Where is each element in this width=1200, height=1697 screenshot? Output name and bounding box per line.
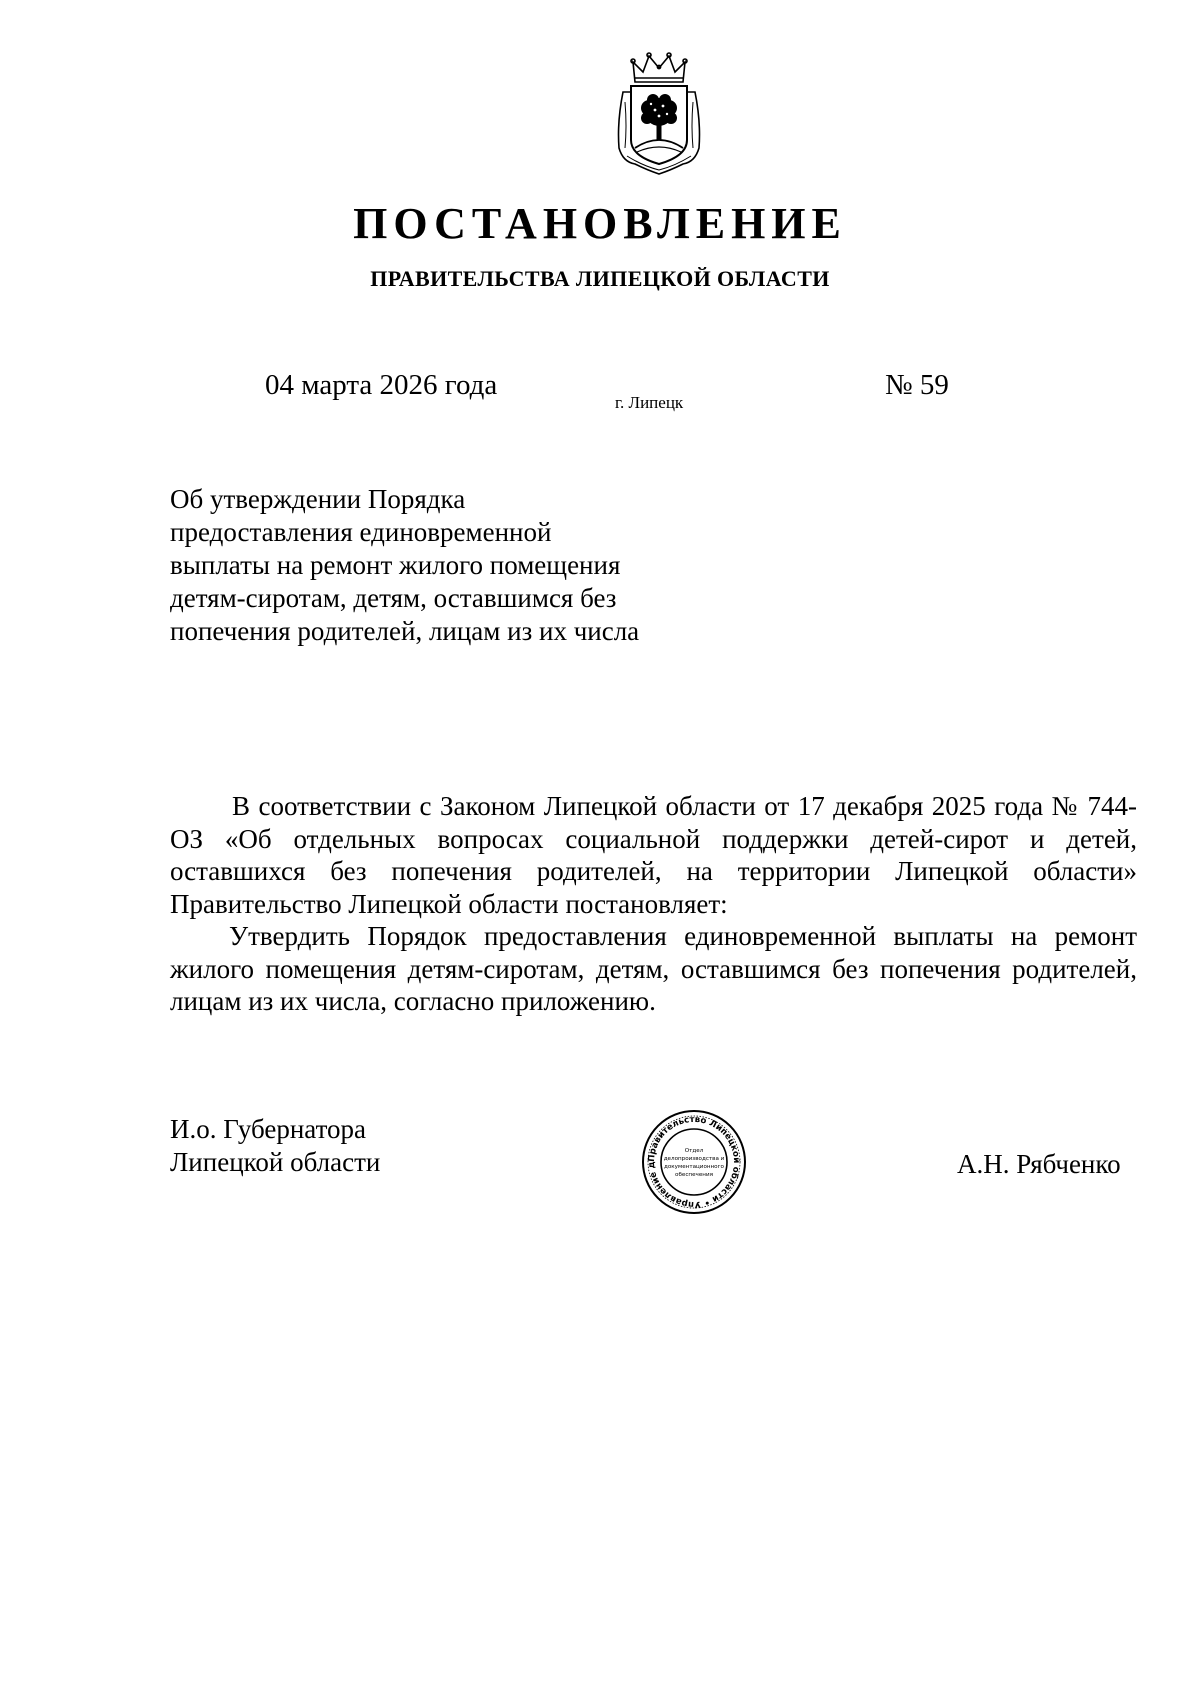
round-seal-icon xyxy=(640,1108,748,1216)
document-issuer: ПРАВИТЕЛЬСТВА ЛИПЕЦКОЙ ОБЛАСТИ xyxy=(370,266,830,291)
seal-outer-text: Правительство Липецкой области • Управление д xyxy=(646,1114,742,1210)
heading-line: детям-сиротам, детям, оставшимся без xyxy=(170,583,617,613)
body-paragraph: Утвердить Порядок предоставления единовременной выплаты на ремонт жилого помещения детям-сиротам, детям, оставшимся без попечения родителей, лицам из их числа, согласно приложению. xyxy=(170,921,1137,1016)
signatory-position-line: И.о. Губернатора xyxy=(170,1114,367,1144)
document-heading xyxy=(170,483,639,648)
document-number: № 59 xyxy=(885,369,949,401)
document-body xyxy=(170,790,1137,1018)
seal-inner-line: обеспечения xyxy=(675,1172,713,1178)
seal-inner-line: документационного xyxy=(664,1164,724,1170)
heading-line: Об утверждении Порядка xyxy=(170,484,466,514)
coat-of-arms-icon xyxy=(613,52,705,176)
document-title: ПОСТАНОВЛЕНИЕ xyxy=(353,199,847,248)
seal-inner-line: делопроизводства и xyxy=(663,1156,725,1162)
document-date: 04 марта 2026 года xyxy=(265,369,498,401)
signatory-name: А.Н. Рябченко xyxy=(957,1149,1121,1179)
heading-line: выплаты на ремонт жилого помещения xyxy=(170,550,621,580)
seal-inner-line: Отдел xyxy=(684,1148,704,1154)
document-city: г. Липецк xyxy=(615,393,684,412)
signatory-position-line: Липецкой области xyxy=(170,1147,381,1177)
body-paragraph: В соответствии с Законом Липецкой области от 17 декабря 2025 года № 744-ОЗ «Об отдельных вопросах социальной поддержки детей-сирот и детей, оставшихся без попечения родителей, на территории Липецкой области» Правительство Липецкой области постановляет: xyxy=(170,791,1137,919)
signatory-position xyxy=(170,1113,380,1179)
heading-line: попечения родителей, лицам из их числа xyxy=(170,616,640,646)
heading-line: предоставления единовременной xyxy=(170,517,552,547)
